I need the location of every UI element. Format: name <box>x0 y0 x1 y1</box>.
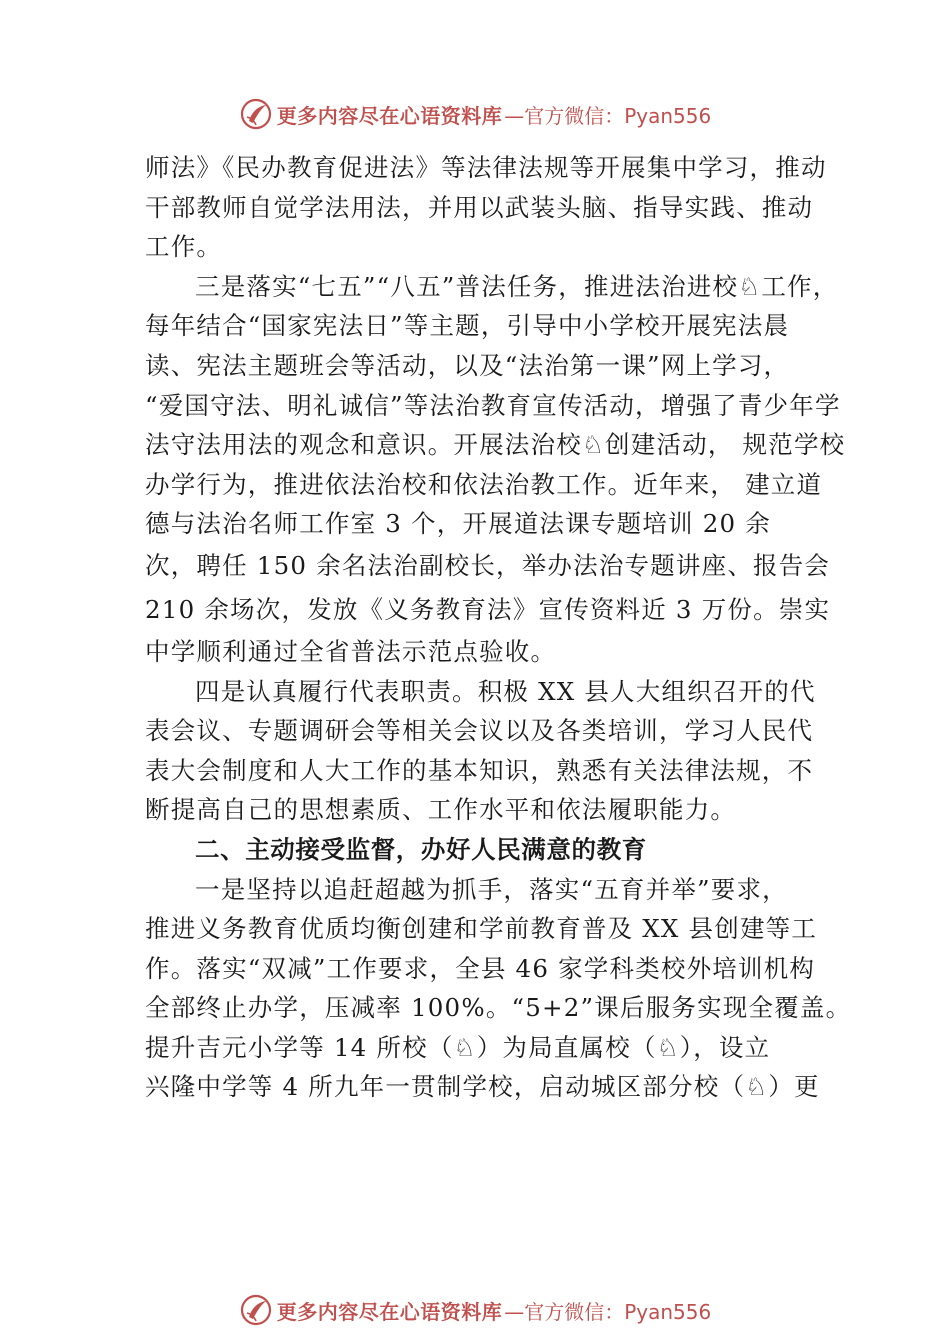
body-line: 表会议、专题调研会等相关会议以及各类培训，学习人民代 <box>145 716 814 746</box>
body-line: 全部终止办学，压减率 100%。“5+2”课后服务实现全覆盖。 <box>145 993 852 1023</box>
body-line: 断提高自己的思想素质、工作水平和依法履职能力。 <box>145 795 737 825</box>
body-line: 读、宪法主题班会等活动，以及“法治第一课”网上学习， <box>145 350 790 380</box>
body-line: 兴隆中学等 4 所九年一贯制学校，启动城区部分校（♘）更 <box>145 1072 820 1102</box>
header-banner <box>0 94 950 134</box>
body-line: 中学顺利通过全省普法示范点验收。 <box>145 636 557 666</box>
body-line: 次，聘任 150 余名法治副校长，举办法治专题讲座、报告会 <box>145 550 831 580</box>
footer-wechat-text: —官方微信：Pyan556 <box>504 1299 712 1324</box>
paragraph-start-line: 一是坚持以追赶超越为抓手，落实“五育并举”要求， <box>195 874 788 904</box>
body-line: 工作。 <box>145 232 223 262</box>
body-line: “爱国守法、明礼诚信”等法治教育宣传活动，增强了青少年学 <box>145 390 841 420</box>
body-line: 表大会制度和人大工作的基本知识，熟悉有关法律法规，不 <box>145 755 814 785</box>
paragraph-start-line: 四是认真履行代表职责。积极 XX 县人大组织召开的代 <box>195 676 816 706</box>
library-logo-icon <box>239 97 273 131</box>
document-body <box>145 148 852 1107</box>
body-line: 师法》《民办教育促进法》等法律法规等开展集中学习，推动 <box>145 153 827 182</box>
body-line: 办学行为，推进依法治校和依法治教工作。近年来， 建立道 <box>145 469 823 499</box>
body-line: 推进义务教育优质均衡创建和学前教育普及 XX 县创建等工 <box>145 914 818 944</box>
header-wechat-text: —官方微信：Pyan556 <box>504 103 712 128</box>
body-line: 法守法用法的观念和意识。开展法治校♘创建活动， 规范学校 <box>145 430 846 460</box>
paragraph-start-line: 三是落实“七五”“八五”普法任务，推进法治进校♘工作， <box>195 271 839 301</box>
body-line: 提升吉元小学等 14 所校（♘）为局直属校（♘），设立 <box>145 1032 771 1062</box>
body-line: 作。落实“双减”工作要求，全县 46 家学科类校外培训机构 <box>145 953 816 983</box>
body-line: 德与法治名师工作室 3 个，开展道法课专题培训 20 余 <box>145 509 772 539</box>
section-heading: 二、主动接受监督，办好人民满意的教育 <box>195 834 647 864</box>
body-line: 干部教师自觉学法用法，并用以武装头脑、指导实践、推动 <box>145 192 814 222</box>
body-line: 每年结合“国家宪法日”等主题，引导中小学校开展宪法晨 <box>145 311 790 341</box>
footer-banner <box>0 1290 950 1330</box>
footer-brand-text: 更多内容尽在心语资料库 <box>276 1299 503 1324</box>
library-logo-icon <box>239 1293 273 1327</box>
header-brand-text: 更多内容尽在心语资料库 <box>276 103 503 128</box>
body-line: 210 余场次，发放《义务教育法》宣传资料近 3 万份。崇实 <box>145 594 831 624</box>
